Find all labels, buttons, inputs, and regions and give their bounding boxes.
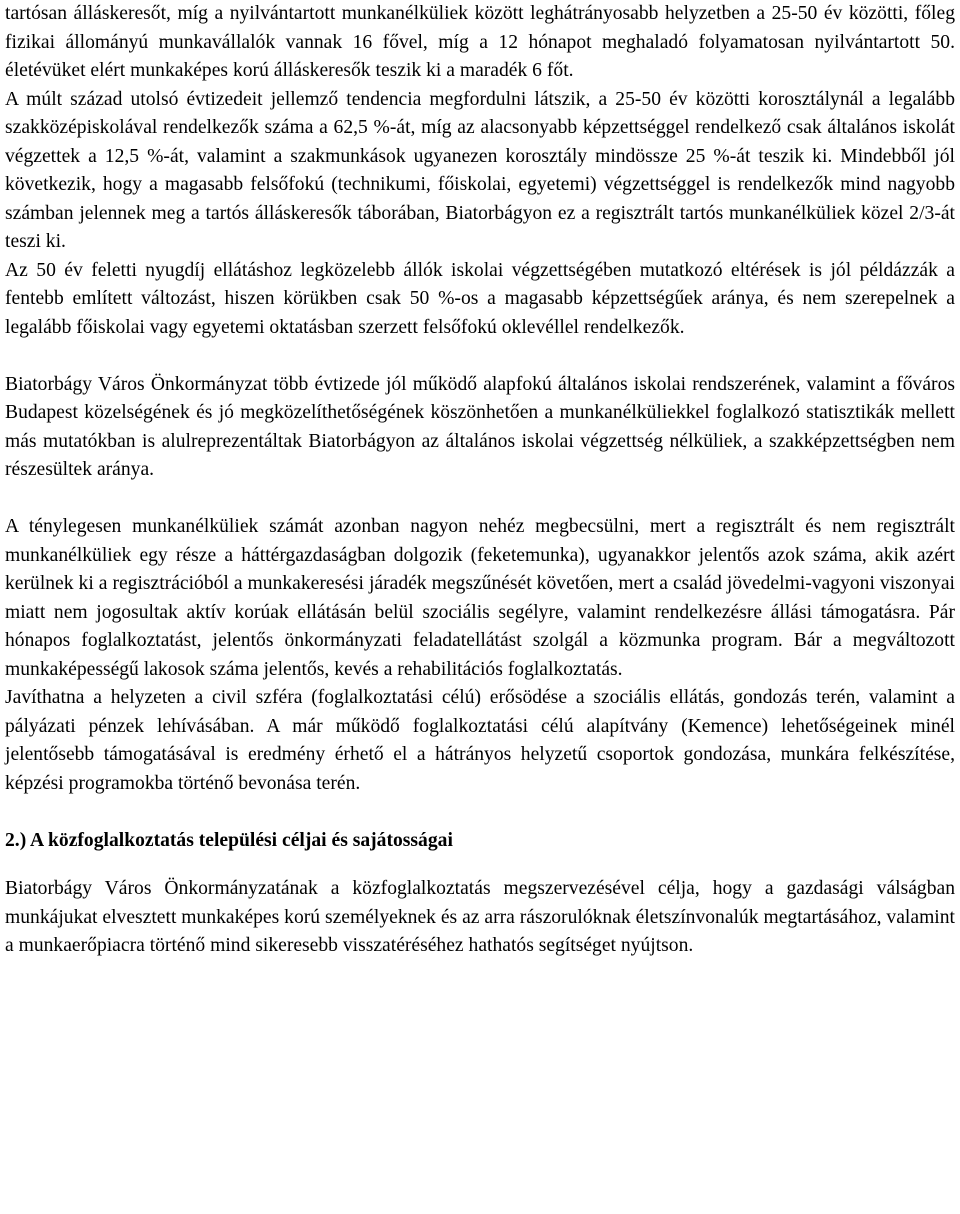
section-heading: 2.) A közfoglalkoztatás települési céljai és sajátosságai [5,829,453,851]
spacer [5,342,955,371]
paragraph-public-work-goals: Biatorbágy Város Önkormányzatának a közfoglalkoztatás megszervezésével célja, hogy a gazdasági válságban munkájukat elvesztett munkaképes korú személyeknek és az arra rászorulóknak életszínvonalúk megtartásához, valamint a munkaerőpiacra történő mind sikeresebb visszatéréséhez hathatós segítséget nyújtson. [5,878,955,956]
paragraph-over-50: Az 50 év feletti nyugdíj ellátáshoz legközelebb állók iskolai végzettségében mutatkozó eltérések is jól példázzák a fentebb említett változást, hiszen körükben csak 50 %-os a magasabb képzettségűek aránya, és nem szerepelnek a legalább főiskolai vagy egyetemi oktatásban szerzett felsőfokú oklevéllel rendelkezők. [5,259,955,338]
spacer [5,798,955,827]
document-page [5,0,955,961]
paragraph-civil-sphere: Javíthatna a helyzeten a civil szféra (foglalkoztatási célú) erősödése a szociális ellátás, gondozás terén, valamint a pályázati pénzek lehívásában. A már működő foglalkoztatási célú alapítvány (Kemence) lehetőségeinek minél jelentősebb támogatásával is eredmény érhető el a hátrányos helyzetű csoportok gondozása, munkára felkészítése, képzési programokba történő bevonása terén. [5,687,955,794]
spacer [5,855,955,875]
spacer [5,485,955,514]
paragraph-education-trend: A múlt század utolsó évtizedeit jellemző tendencia megfordulni látszik, a 25-50 év közötti korosztálynál a legalább szakközépiskolával rendelkezők száma a 62,5 %-át, míg az alacsonyabb képzettséggel rendelkező csak általános iskolát végzettek a 12,5 %-át, valamint a szakmunkások ugyanezen korosztály mindössze 25 %-át teszik ki. Mindebből jól következik, hogy a magasabb felsőfokú (technikumi, főiskolai, egyetemi) végzettséggel is rendelkezők mind nagyobb számban jelennek meg a tartós álláskeresők táborában, Biatorbágyon ez a regisztrált tartós munkanélküliek közel 2/3-át teszi ki. [5,88,955,252]
paragraph-school-system: Biatorbágy Város Önkormányzat több évtizede jól működő alapfokú általános iskolai rendszerének, valamint a főváros Budapest közelségének és jó megközelíthetőségének köszönhetően a munkanélküliekkel foglalkozó statisztikák mellett más mutatókban is alulreprezentáltak Biatorbágyon az általános iskolai végzettség nélküliek, a szakképzettségben nem részesültek aránya. [5,373,955,480]
paragraph-actual-unemployed: A ténylegesen munkanélküliek számát azonban nagyon nehéz megbecsülni, mert a regisztrált és nem regisztrált munkanélküliek egy része a háttérgazdaságban dolgozik (feketemunka), ugyanakkor jelentős azok száma, akik azért kerülnek ki a regisztrációból a munkakeresési járadék megszűnését követően, mert a család jövedelmi-vagyoni viszonyai miatt nem jogosultak aktív korúak ellátásán belül szociális segélyre, valamint rendelkezésre állási támogatásra. Pár hónapos foglalkoztatást, jelentős önkormányzati feladatellátást szolgál a közmunka program. Bár a megváltozott munkaképességű lakosok száma jelentős, kevés a rehabilitációs foglalkoztatás. [5,516,955,680]
paragraph-long-term-jobseekers: tartósan álláskeresőt, míg a nyilvántartott munkanélküliek között leghátrányosabb helyzetben a 25-50 év közötti, főleg fizikai állományú munkavállalók vannak 16 fővel, míg a 12 hónapot meghaladó folyamatosan nyilvántartott 50. életévüket elért munkaképes korú álláskeresők teszik ki a maradék 6 főt. [5,3,955,81]
